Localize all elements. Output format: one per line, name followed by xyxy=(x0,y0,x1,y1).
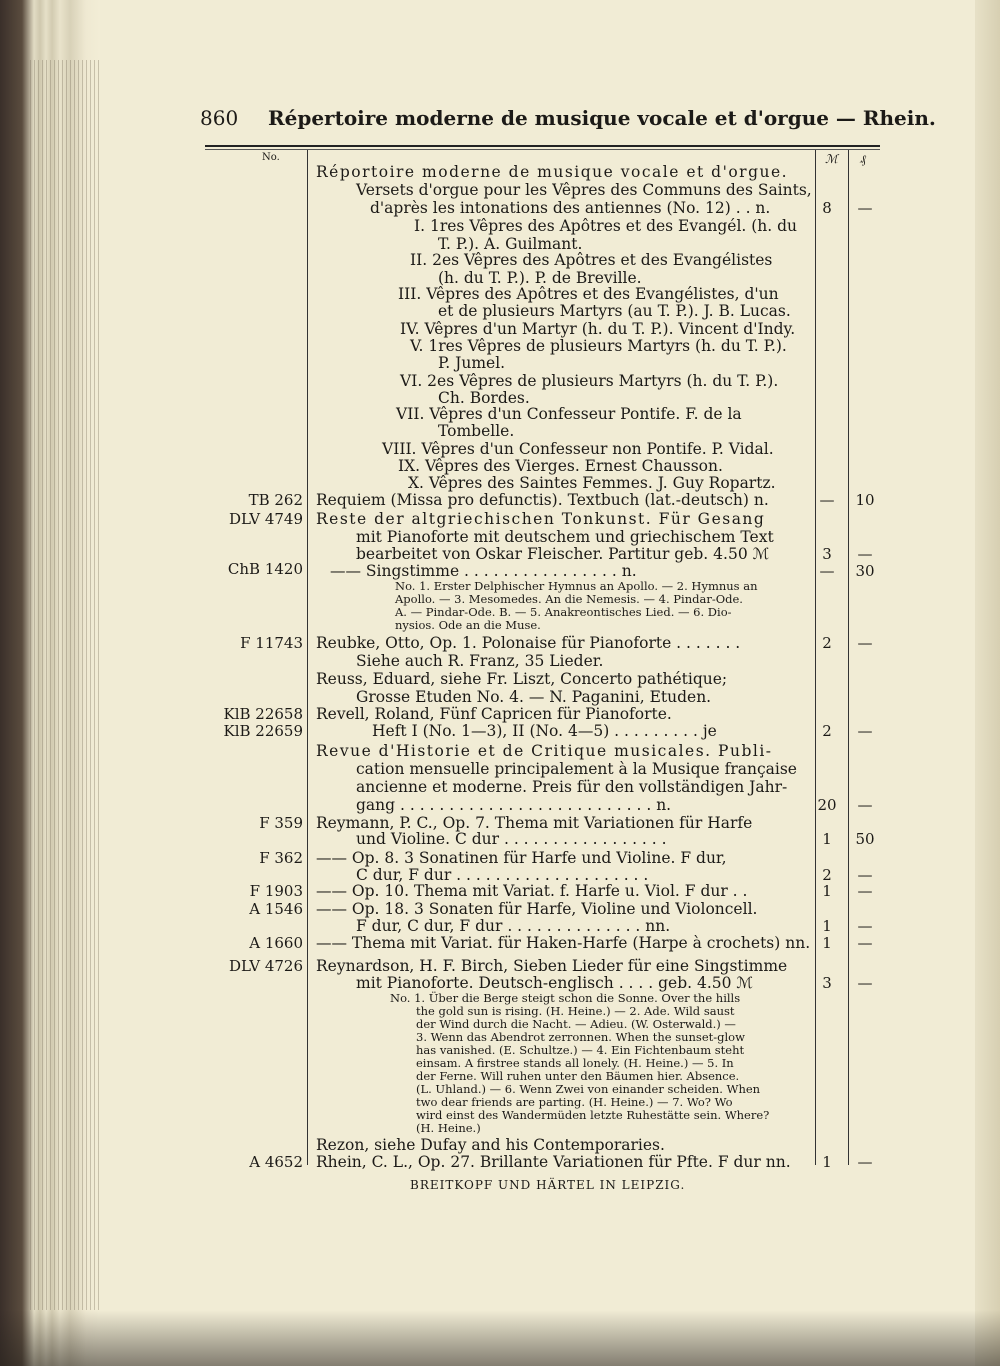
entry-line: I. 1res Vêpres des Apôtres et des Evangél. (h. du xyxy=(414,217,798,235)
catalog-number: F 11743 xyxy=(240,634,303,652)
entry-line: Rhein, C. L., Op. 27. Brillante Variationen für Pfte. F dur nn. xyxy=(316,1153,791,1171)
contents-line: A. — Pindar-Ode. B. — 5. Anakreontisches Lied. — 6. Dio- xyxy=(395,605,732,619)
entry-line: Reuss, Eduard, siehe Fr. Liszt, Concerto pathétique; xyxy=(316,670,728,688)
column-divider-mark xyxy=(815,150,816,1165)
contents-line: (L. Uhland.) — 6. Wenn Zwei von einander scheiden. When xyxy=(416,1082,761,1096)
price-pfennig: — xyxy=(857,934,873,952)
contents-line: (H. Heine.) xyxy=(416,1121,481,1135)
catalog-number: A 1546 xyxy=(249,900,303,918)
entry-line: P. Jumel. xyxy=(438,354,506,372)
page-number: 860 xyxy=(200,106,239,130)
entry-line: II. 2es Vêpres des Apôtres et des Evangélistes xyxy=(410,251,773,269)
price-pfennig: — xyxy=(857,634,873,652)
entry-line: VIII. Vêpres d'un Confesseur non Pontife. P. Vidal. xyxy=(382,440,774,458)
entry-line: Tombelle. xyxy=(438,422,515,440)
entry-line: —— Op. 8. 3 Sonatinen für Harfe und Violine. F dur, xyxy=(316,849,727,867)
price-mark: — xyxy=(819,491,835,509)
entry-line: mit Pianoforte mit deutschem und griechischem Text xyxy=(356,528,774,546)
catalog-number: KlB 22658 xyxy=(223,705,303,723)
contents-line: Apollo. — 3. Mesomedes. An die Nemesis. — 4. Pindar-Ode. xyxy=(395,592,743,606)
catalog-number: DLV 4726 xyxy=(229,957,303,975)
price-pfennig: — xyxy=(857,199,873,217)
catalog-number: A 1660 xyxy=(249,934,303,952)
catalog-number: A 4652 xyxy=(249,1153,303,1171)
price-pfennig: — xyxy=(857,722,873,740)
catalog-number: F 362 xyxy=(259,849,303,867)
contents-line: No. 1. Erster Delphischer Hymnus an Apollo. — 2. Hymnus an xyxy=(395,579,758,593)
entry-line: C dur, F dur . . . . . . . . . . . . . . . . . . . . xyxy=(356,866,649,884)
entry-line: Reynardson, H. F. Birch, Sieben Lieder für eine Singstimme xyxy=(316,957,788,975)
entry-line: Requiem (Missa pro defunctis). Textbuch (lat.-deutsch) n. xyxy=(316,491,769,509)
entry-line: et de plusieurs Martyrs (au T. P.). J. B. Lucas. xyxy=(438,302,791,320)
entry-line: —— Singstimme . . . . . . . . . . . . . . . . n. xyxy=(330,562,637,580)
price-pfennig: — xyxy=(857,974,873,992)
contents-line: No. 1. Über die Berge steigt schon die Sonne. Over the hills xyxy=(390,991,741,1005)
header-rule xyxy=(205,145,880,147)
catalog-number: F 359 xyxy=(259,814,303,832)
entry-line: Rezon, siehe Dufay and his Contemporaries. xyxy=(316,1136,665,1154)
entry-line: IV. Vêpres d'un Martyr (h. du T. P.). Vincent d'Indy. xyxy=(400,320,796,338)
entry-line: Reubke, Otto, Op. 1. Polonaise für Pianoforte . . . . . . . xyxy=(316,634,741,652)
entry-line: cation mensuelle principalement à la Musique française xyxy=(356,760,797,778)
price-mark: 3 xyxy=(822,974,832,992)
entry-line: VII. Vêpres d'un Confesseur Pontife. F. de la xyxy=(396,405,742,423)
entry-line: V. 1res Vêpres de plusieurs Martyrs (h. du T. P.). xyxy=(410,337,787,355)
page-title: Répertoire moderne de musique vocale et d'orgue — Rhein. xyxy=(268,106,936,130)
price-pfennig: 10 xyxy=(855,491,875,509)
price-mark: 1 xyxy=(822,830,832,848)
price-mark: 1 xyxy=(822,1153,832,1171)
price-mark: 20 xyxy=(817,796,837,814)
entry-line: Revell, Roland, Fünf Capricen für Pianoforte. xyxy=(316,705,672,723)
contents-line: the gold sun is rising. (H. Heine.) — 2. Ade. Wild saust xyxy=(416,1004,735,1018)
entry-line: Heft I (No. 1—3), II (No. 4—5) . . . . . . . . . je xyxy=(372,722,717,740)
contents-line: einsam. A firstree stands all lonely. (H. Heine.) — 5. In xyxy=(416,1056,734,1070)
bottom-shadow xyxy=(0,1310,1000,1366)
entry-line: ancienne et moderne. Preis für den vollständigen Jahr- xyxy=(356,778,788,796)
price-mark: 2 xyxy=(822,866,832,884)
price-pfennig: 50 xyxy=(855,830,875,848)
entry-line: T. P.). A. Guilmant. xyxy=(438,235,583,253)
entry-line: III. Vêpres des Apôtres et des Evangélistes, d'un xyxy=(398,285,779,303)
entry-line: —— Op. 10. Thema mit Variat. f. Harfe u. Viol. F dur . . xyxy=(316,882,748,900)
entry-line: gang . . . . . . . . . . . . . . . . . . . . . . . . . . n. xyxy=(356,796,672,814)
entry-line: Grosse Etuden No. 4. — N. Paganini, Etuden. xyxy=(356,688,712,706)
price-mark: 2 xyxy=(822,722,832,740)
catalog-number: ChB 1420 xyxy=(227,560,303,578)
column-header-pfennig: ₰ xyxy=(860,152,866,166)
entry-line: Revue d'Historie et de Critique musicales. Publi- xyxy=(316,742,773,760)
price-pfennig: — xyxy=(857,1153,873,1171)
contents-line: has vanished. (E. Schultze.) — 4. Ein Fichtenbaum steht xyxy=(416,1043,745,1057)
entry-line: und Violine. C dur . . . . . . . . . . . . . . . . . xyxy=(356,830,667,848)
entry-line: bearbeitet von Oskar Fleischer. Partitur geb. 4.50 ℳ xyxy=(356,545,770,563)
column-divider-left xyxy=(307,150,308,1165)
contents-line: nysios. Ode an die Muse. xyxy=(395,618,541,632)
price-mark: 8 xyxy=(822,199,832,217)
contents-line: der Ferne. Will ruhen unter den Bäumen hier. Absence. xyxy=(416,1069,740,1083)
column-divider-pfennig xyxy=(848,150,849,1165)
catalog-number: TB 262 xyxy=(248,491,303,509)
contents-line: der Wind durch die Nacht. — Adieu. (W. Osterwald.) — xyxy=(416,1017,736,1031)
entry-line: (h. du T. P.). P. de Breville. xyxy=(438,269,642,287)
catalog-number: KlB 22659 xyxy=(223,722,303,740)
contents-line: two dear friends are parting. (H. Heine.) — 7. Wo? Wo xyxy=(416,1095,733,1109)
entry-line: Reste der altgriechischen Tonkunst. Für Gesang xyxy=(316,510,766,528)
book-page-edges xyxy=(0,0,100,1366)
price-mark: 1 xyxy=(822,882,832,900)
price-pfennig: — xyxy=(857,545,873,563)
entry-line: X. Vêpres des Saintes Femmes. J. Guy Ropartz. xyxy=(408,474,776,492)
entry-line: —— Thema mit Variat. für Haken-Harfe (Harpe à crochets) nn. xyxy=(316,934,811,952)
column-header-mark: ℳ xyxy=(825,152,838,166)
entry-line: Ch. Bordes. xyxy=(438,389,530,407)
entry-line: Reymann, P. C., Op. 7. Thema mit Variationen für Harfe xyxy=(316,814,753,832)
price-mark: 2 xyxy=(822,634,832,652)
catalog-number: F 1903 xyxy=(249,882,303,900)
catalog-number: DLV 4749 xyxy=(229,510,303,528)
price-pfennig: 30 xyxy=(855,562,875,580)
contents-line: 3. Wenn das Abendrot zerronnen. When the sunset-glow xyxy=(416,1030,745,1044)
entry-line: Réportoire moderne de musique vocale et d'orgue. xyxy=(316,163,789,181)
column-header-no: No. xyxy=(262,152,280,163)
publisher-footer: BREITKOPF UND HÄRTEL IN LEIPZIG. xyxy=(410,1178,686,1192)
price-mark: 3 xyxy=(822,545,832,563)
price-mark: 1 xyxy=(822,934,832,952)
entry-line: Siehe auch R. Franz, 35 Lieder. xyxy=(356,652,604,670)
price-pfennig: — xyxy=(857,796,873,814)
entry-line: F dur, C dur, F dur . . . . . . . . . . . . . . nn. xyxy=(356,917,671,935)
price-pfennig: — xyxy=(857,882,873,900)
entry-line: Versets d'orgue pour les Vêpres des Communs des Saints, xyxy=(356,181,812,199)
entry-line: VI. 2es Vêpres de plusieurs Martyrs (h. du T. P.). xyxy=(400,372,779,390)
entry-line: mit Pianoforte. Deutsch-englisch . . . . geb. 4.50 ℳ xyxy=(356,974,753,992)
price-pfennig: — xyxy=(857,917,873,935)
price-pfennig: — xyxy=(857,866,873,884)
entry-line: d'après les intonations des antiennes (No. 12) . . n. xyxy=(370,199,771,217)
entry-line: IX. Vêpres des Vierges. Ernest Chausson. xyxy=(398,457,723,475)
price-mark: 1 xyxy=(822,917,832,935)
entry-line: —— Op. 18. 3 Sonaten für Harfe, Violine und Violoncell. xyxy=(316,900,758,918)
price-mark: — xyxy=(819,562,835,580)
page-right-edge xyxy=(975,0,1000,1366)
contents-line: wird einst des Wandermüden letzte Ruhestätte sein. Where? xyxy=(416,1108,770,1122)
